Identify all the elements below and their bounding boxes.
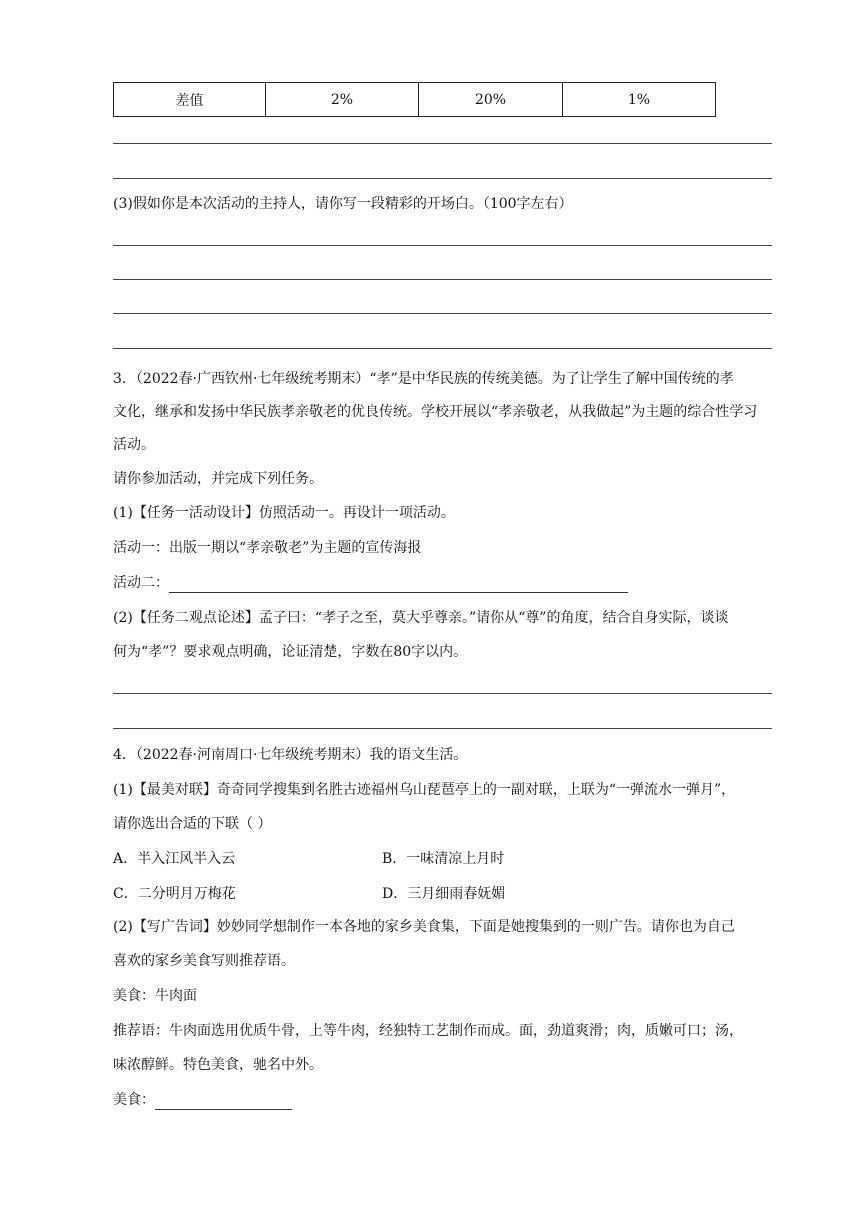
answer-line[interactable] bbox=[113, 178, 772, 179]
answer-line[interactable] bbox=[113, 143, 772, 144]
task-2-title: (2)【任务二观点论述】孟子曰：“孝子之至，莫大乎尊亲。”请你从“尊”的角度，结合自身实际，谈谈 bbox=[113, 610, 729, 626]
table-cell-label: 差值 bbox=[114, 83, 266, 117]
activity-2-label: 活动二： bbox=[113, 575, 169, 591]
difference-table bbox=[113, 82, 716, 117]
answer-line[interactable] bbox=[113, 348, 772, 349]
question-prompt: (3)假如你是本次活动的主持人，请你写一段精彩的开场白。（100字左右） bbox=[113, 196, 573, 212]
question-3-text: 活动。 bbox=[113, 437, 155, 453]
activity-2-blank[interactable] bbox=[169, 576, 628, 593]
option-b[interactable]: B．一味清凉上月时 bbox=[382, 851, 505, 867]
option-d[interactable]: D．三月细雨春妩媚 bbox=[382, 886, 506, 902]
task-1-text: 请你选出合适的下联（ ） bbox=[113, 816, 272, 832]
food-blank[interactable] bbox=[155, 1093, 292, 1110]
table-cell: 20% bbox=[419, 83, 563, 117]
question-3-text: 文化，继承和发扬中华民族孝亲敬老的优良传统。学校开展以“孝亲敬老，从我做起”为主题的综合性学习 bbox=[113, 404, 758, 420]
table-row bbox=[114, 83, 716, 117]
task-1-title: (1)【任务一活动设计】仿照活动一。再设计一项活动。 bbox=[113, 505, 455, 521]
table-cell: 2% bbox=[266, 83, 419, 117]
question-4-heading: 4．（2022春·河南周口·七年级统考期末）我的语文生活。 bbox=[113, 747, 468, 763]
answer-line[interactable] bbox=[113, 693, 772, 694]
answer-line[interactable] bbox=[113, 245, 772, 246]
recommend-text: 推荐语：牛肉面选用优质牛骨，上等牛肉，经独特工艺制作而成。面，劲道爽滑；肉，质嫩可口；汤， bbox=[113, 1023, 743, 1039]
answer-line[interactable] bbox=[113, 728, 772, 729]
activity-1-text: 活动一：出版一期以“孝亲敬老”为主题的宣传海报 bbox=[113, 540, 422, 556]
question-3-heading: 3．（2022春·广西钦州·七年级统考期末）“孝”是中华民族的传统美德。为了让学生了解中国传统的孝 bbox=[113, 371, 734, 387]
task-2-text: 喜欢的家乡美食写则推荐语。 bbox=[113, 953, 295, 969]
food-example: 美食：牛肉面 bbox=[113, 988, 197, 1004]
answer-line[interactable] bbox=[113, 313, 772, 314]
question-3-instruction: 请你参加活动，并完成下列任务。 bbox=[113, 471, 323, 487]
table-cell: 1% bbox=[563, 83, 716, 117]
answer-line[interactable] bbox=[113, 279, 772, 280]
option-c[interactable]: C．二分明月万梅花 bbox=[113, 886, 236, 902]
food-blank-row bbox=[113, 1090, 292, 1110]
food-blank-label: 美食： bbox=[113, 1092, 155, 1108]
recommend-text: 味浓醇鲜。特色美食，驰名中外。 bbox=[113, 1057, 323, 1073]
activity-2-row bbox=[113, 573, 628, 593]
option-a[interactable]: A．半入江风半入云 bbox=[113, 851, 236, 867]
task-2-text: 何为“孝”？要求观点明确，论证清楚，字数在80字以内。 bbox=[113, 644, 468, 660]
task-2-title: (2)【写广告词】妙妙同学想制作一本各地的家乡美食集，下面是她搜集到的一则广告。请你也为自己 bbox=[113, 919, 735, 935]
task-1-title: (1)【最美对联】奇奇同学搜集到名胜古迹福州乌山琵琶亭上的一副对联，上联为“一弹流水一弹月”， bbox=[113, 782, 736, 798]
